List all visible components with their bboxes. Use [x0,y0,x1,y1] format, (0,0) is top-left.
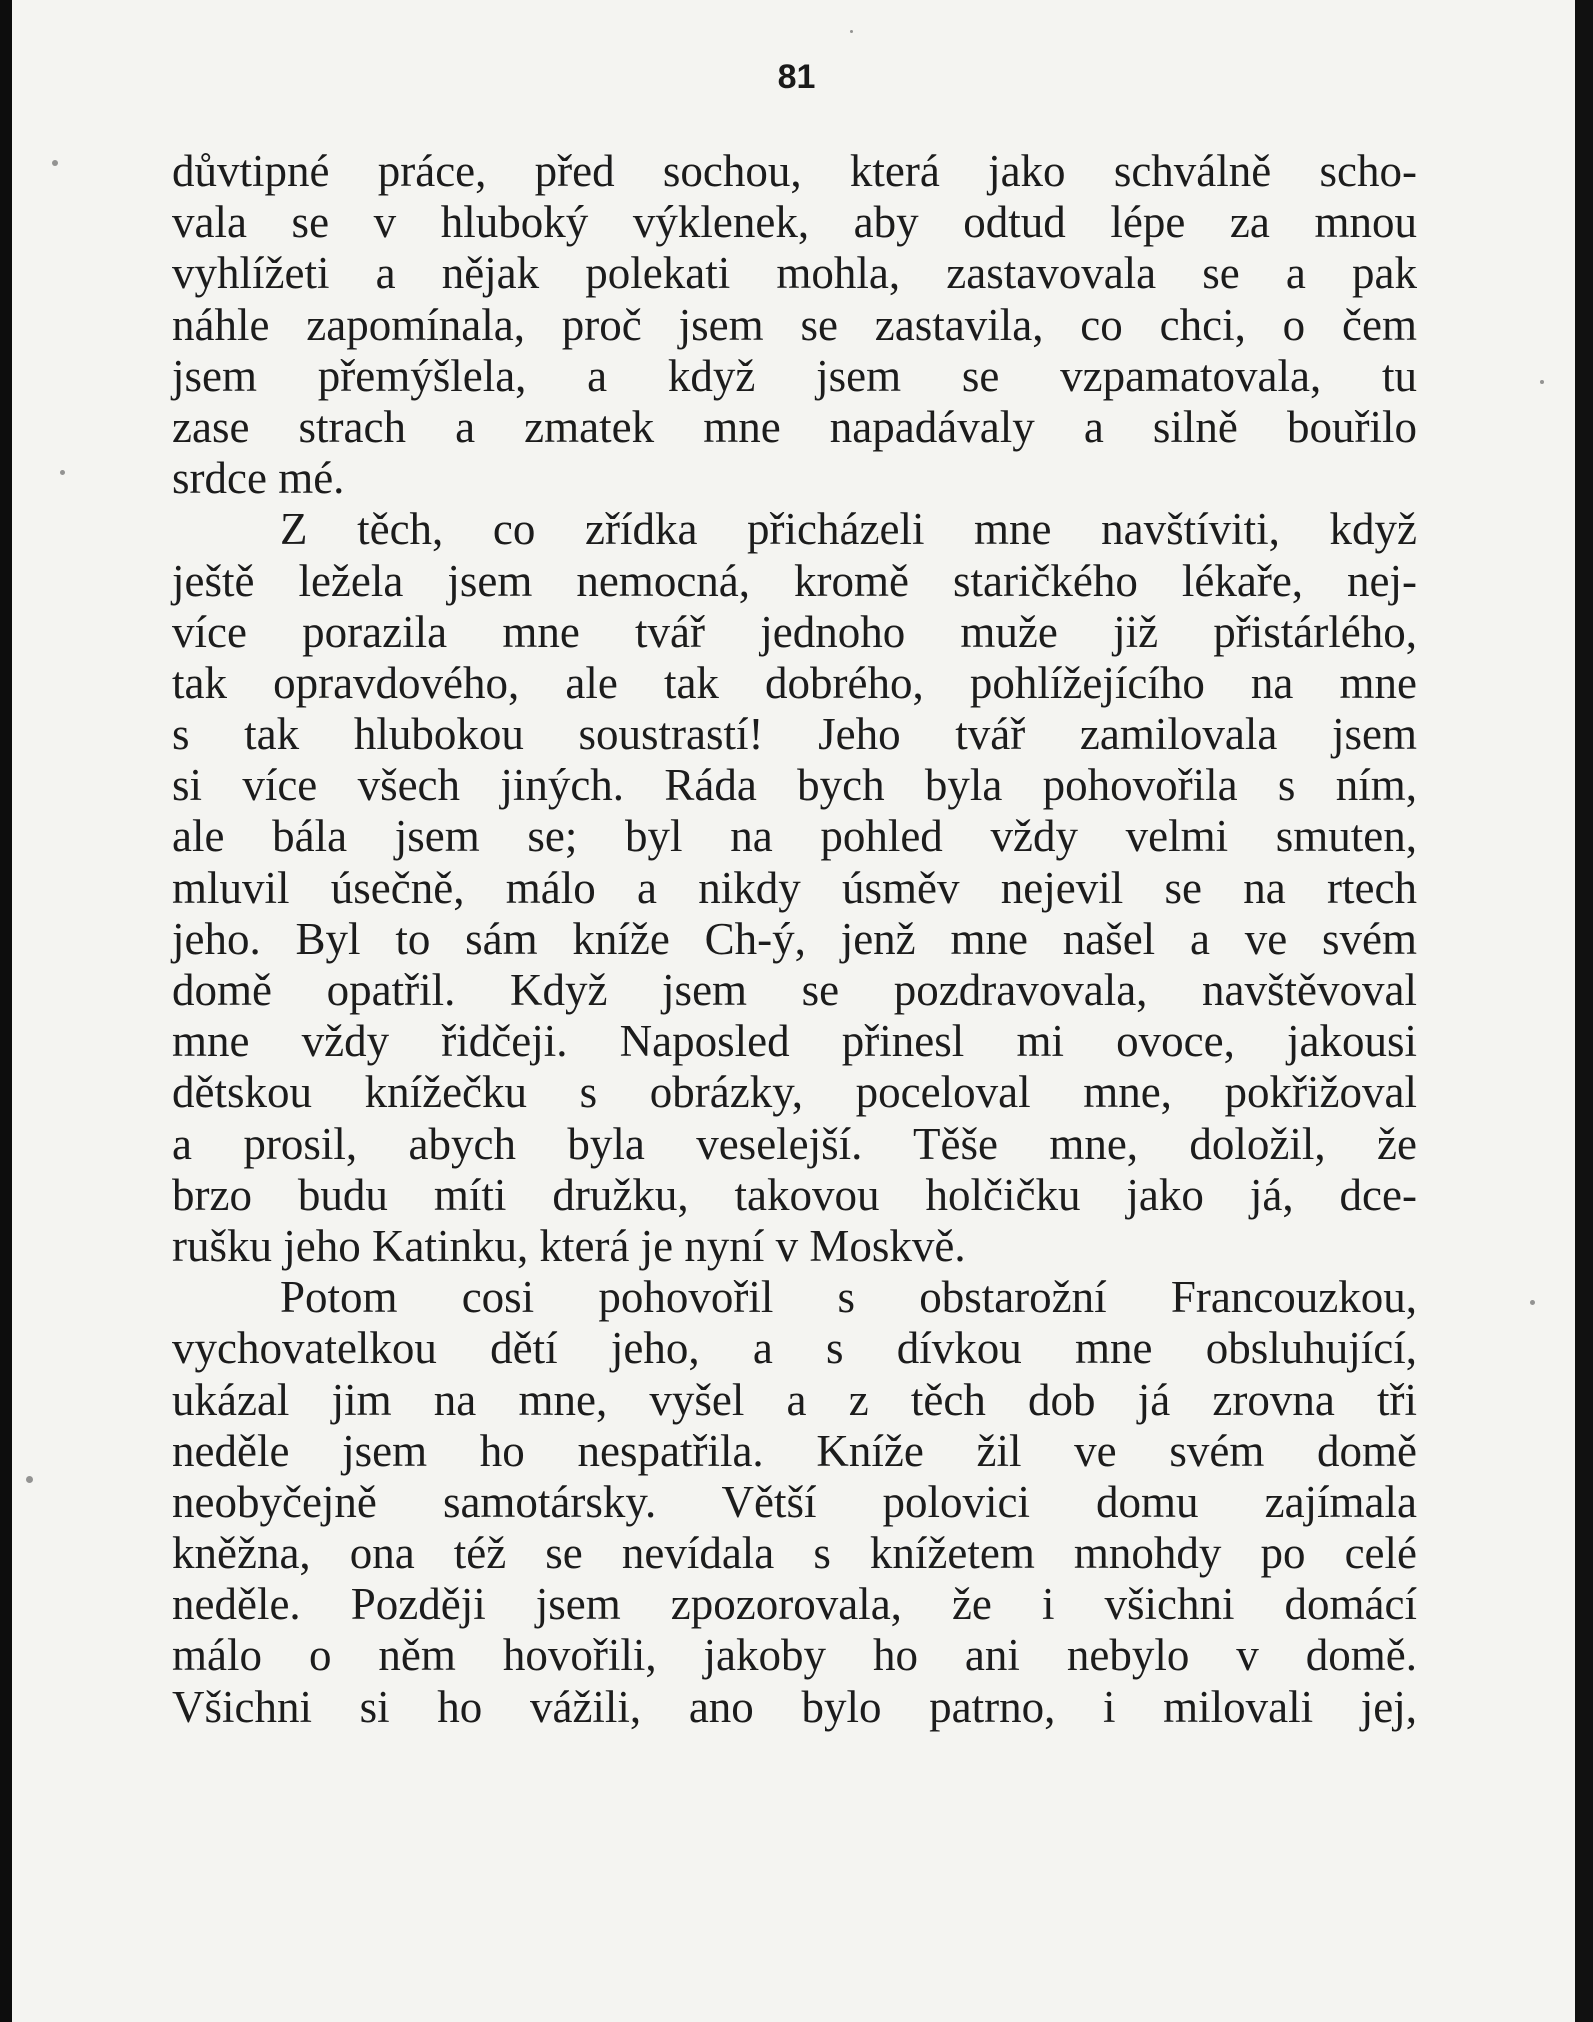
text-line: důvtipné práce, před sochou, která jako schválně scho- [172,146,1417,196]
scan-border-left [0,0,12,2022]
text-line: zase strach a zmatek mne napadávaly a silně bouřilo [172,401,1417,452]
text-line: Všichni si ho vážili, ano bylo patrno, i milovali jej, [172,1681,1417,1732]
scan-speck [60,470,65,475]
text-line: náhle zapomínala, proč jsem se zastavila, co chci, o čem [172,299,1417,350]
text-line: mluvil úsečně, málo a nikdy úsměv nejevil se na rtech [172,862,1417,913]
text-line: Potom cosi pohovořil s obstarožní Francouzkou, [280,1272,1417,1323]
text-line: ještě ležela jsem nemocná, kromě staričkého lékaře, nej- [172,555,1417,606]
text-line: rušku jeho Katinku, která je nyní v Moskvě. [172,1220,966,1271]
scan-speck [1540,380,1544,384]
text-line: více porazila mne tvář jednoho muže již přistárlého, [172,606,1417,657]
text-line: neobyčejně samotársky. Větší polovici domu zajímala [172,1476,1417,1527]
page-text [172,146,1417,1733]
text-line: vala se v hluboký výklenek, aby odtud lépe za mnou [172,197,1417,248]
text-line: srdce mé. [172,453,345,504]
text-line: neděle jsem ho nespatřila. Kníže žil ve svém domě [172,1425,1417,1476]
text-line: jsem přemýšlela, a když jsem se vzpamatovala, tu [172,350,1417,401]
text-line: domě opatřil. Když jsem se pozdravovala, navštěvoval [172,965,1417,1015]
text-line: tak opravdového, ale tak dobrého, pohlížejícího na mne [172,657,1417,708]
page-number: 81 [777,58,816,96]
text-line: kněžna, ona též se nevídala s knížetem mnohdy po celé [172,1528,1417,1579]
scan-speck [850,30,853,33]
text-line: si více všech jiných. Ráda bych byla pohovořila s ním, [172,760,1417,811]
text-line: vychovatelkou dětí jeho, a s dívkou mne obsluhující, [172,1323,1417,1374]
text-line: ukázal jim na mne, vyšel a z těch dob já zrovna tři [172,1374,1417,1425]
text-line: vyhlížeti a nějak polekati mohla, zastavovala se a pak [172,248,1417,299]
scan-speck [1530,1300,1535,1305]
scan-speck [52,160,58,166]
text-line: neděle. Později jsem zpozorovala, že i všichni domácí [172,1579,1417,1630]
text-line: mne vždy řidčeji. Naposled přinesl mi ovoce, jakousi [172,1016,1417,1067]
text-line: Z těch, co zřídka přicházeli mne navštíviti, když [280,504,1417,555]
text-line: dětskou knížečku s obrázky, poceloval mne, pokřižoval [172,1067,1417,1118]
text-line: ale bála jsem se; byl na pohled vždy velmi smuten, [172,811,1417,862]
text-line: jeho. Byl to sám kníže Ch-ý, jenž mne našel a ve svém [172,913,1417,964]
text-line: brzo budu míti družku, takovou holčičku jako já, dce- [172,1169,1417,1220]
text-line: a prosil, abych byla veselejší. Těše mne, doložil, že [172,1118,1417,1169]
scan-border-right [1575,0,1593,2022]
text-line: s tak hlubokou soustrastí! Jeho tvář zamilovala jsem [172,709,1417,760]
text-line: málo o něm hovořili, jakoby ho ani nebylo v domě. [172,1630,1417,1681]
scan-speck [26,1476,33,1483]
